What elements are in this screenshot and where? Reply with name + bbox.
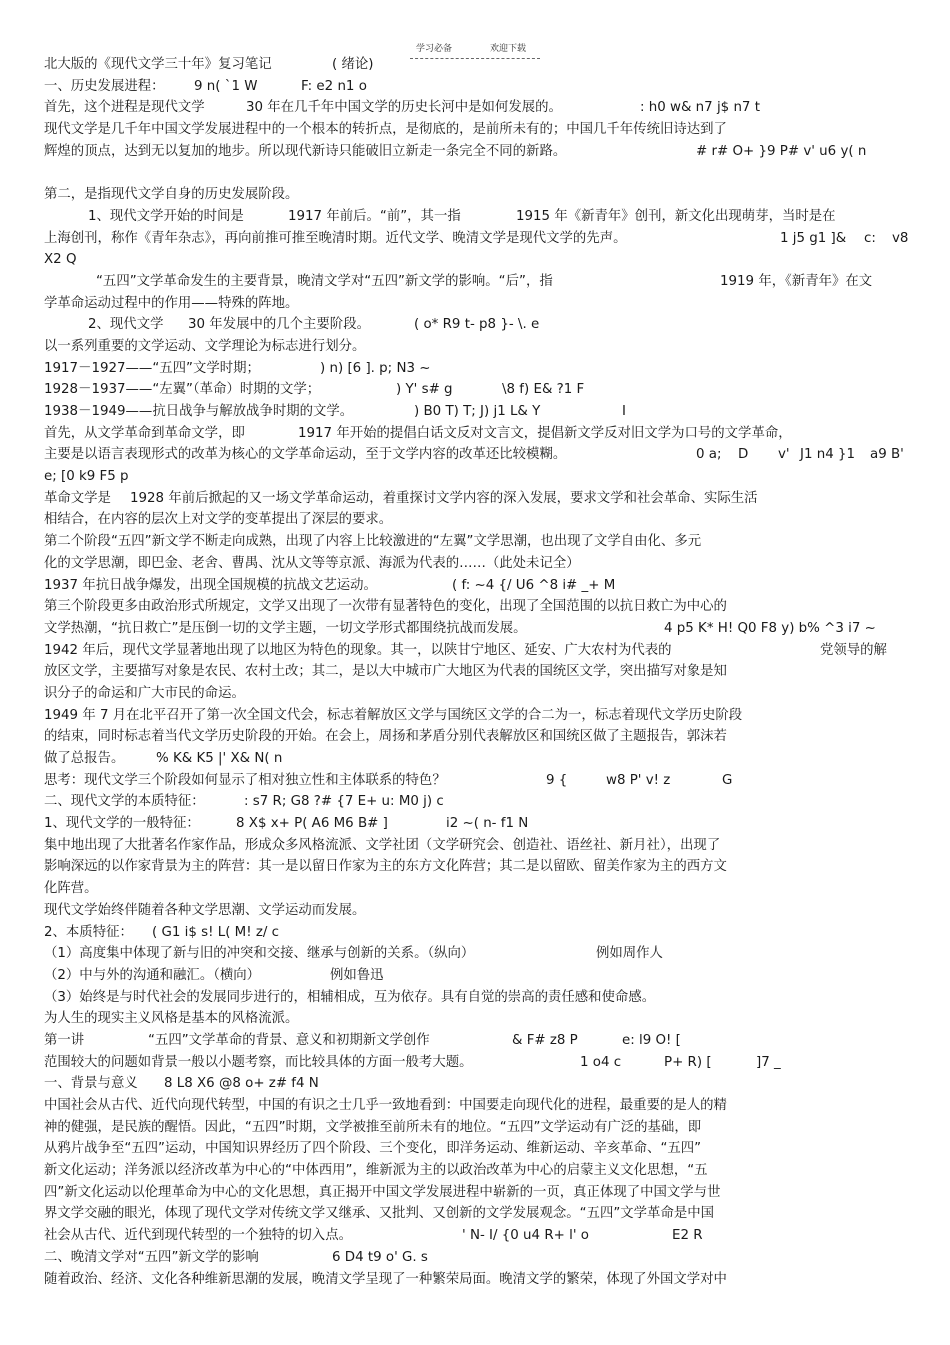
text-line xyxy=(44,1138,914,1160)
text-line xyxy=(44,1182,914,1204)
text-segment: 1917 年开始的提倡白话文反对文言文，提倡新文学反对旧文学为口号的文学革命， xyxy=(298,425,792,441)
text-segment: 放区文学，主要描写对象是农民、农村土改；其二，是以大中城市广大地区为代表的国统区文学，突出描写对象是知 xyxy=(44,664,727,680)
text-line xyxy=(44,488,914,510)
text-segment: 化阵营。 xyxy=(44,881,98,897)
text-line xyxy=(44,748,914,770)
text-segment: “五四”文学革命发生的主要背景，晚清文学对“五四”新文学的影响。“后”，指 xyxy=(96,273,553,289)
text-segment: 上海创刊，称作《青年杂志》，再向前推可推至晚清时期。近代文学、晚清文学是现代文学的先声。 xyxy=(44,230,627,246)
text-line xyxy=(44,141,914,163)
text-segment: “五四”文学革命的背景、意义和初期新文学创作 xyxy=(148,1032,430,1048)
text-segment: : s7 R; G8 ?# {7 E+ u: M0 j) c xyxy=(244,794,444,810)
text-segment: 1937 年抗日战争爆发，出现全国规模的抗战文艺运动。 xyxy=(44,577,377,593)
text-line xyxy=(44,531,914,553)
text-segment: 0 a; xyxy=(696,447,722,463)
text-segment: X2 Q xyxy=(44,252,77,268)
text-segment: 界文学交融的眼光，体现了现代文学对传统文学又继承、又批判、又创新的文学发展观念。“五四”文学革命是中国 xyxy=(44,1206,715,1222)
text-segment: 首先，这个进程是现代文学 xyxy=(44,100,205,116)
text-line xyxy=(44,1073,914,1095)
text-segment: 主要是以语言表现形式的改革为核心的文学革命运动，至于文学内容的改革还比较模糊。 xyxy=(44,447,567,463)
text-segment: 为人生的现实主义风格是基本的风格流派。 xyxy=(44,1011,299,1027)
text-line xyxy=(44,54,914,76)
text-line xyxy=(44,423,914,445)
header-left-text: 学习必备 xyxy=(416,44,453,54)
text-line xyxy=(44,119,914,141)
text-line xyxy=(44,878,914,900)
text-segment: 识分子的命运和广大市民的命运。 xyxy=(44,685,245,701)
text-segment: 第三个阶段更多由政治形式所规定，文学又出现了一次带有显著特色的变化，出现了全国范围的以抗日救亡为中心的 xyxy=(44,599,727,615)
text-segment: 首先，从文学革命到革命文学，即 xyxy=(44,425,245,441)
text-line xyxy=(44,987,914,1009)
text-segment: 第二，是指现代文学自身的历史发展阶段。 xyxy=(44,187,299,203)
text-segment: 做了总报告。 xyxy=(44,751,125,766)
text-line xyxy=(44,943,914,965)
text-segment: 相结合，在内容的层次上对文学的变革提出了深层的要求。 xyxy=(44,512,393,528)
text-line xyxy=(44,661,914,683)
text-segment: 2、现代文学 xyxy=(88,317,164,333)
text-segment: 一、历史发展进程： xyxy=(44,78,165,94)
text-line xyxy=(44,835,914,857)
text-segment: 以一系列重要的文学运动、文学理论为标志进行划分。 xyxy=(44,338,366,354)
text-segment: w8 P' v! z xyxy=(606,772,671,788)
text-segment: 1 j5 g1 ]& xyxy=(780,230,847,246)
text-line xyxy=(44,1225,914,1247)
text-line xyxy=(44,856,914,878)
text-segment: 影响深远的以作家背景为主的阵营：其一是以留日作家为主的东方文化阵营；其二是以留欧、留美作家为主的西方文 xyxy=(44,859,727,875)
text-line xyxy=(44,1095,914,1117)
text-segment: 现代文学始终伴随着各种文学思潮、文学运动而发展。 xyxy=(44,902,366,918)
text-segment: G xyxy=(722,772,733,788)
text-segment: J1 n4 }1 xyxy=(800,447,856,463)
text-line xyxy=(44,466,914,488)
text-segment: ) B0 T) T; J) j1 L& Y xyxy=(414,404,541,419)
text-segment: E2 R xyxy=(672,1228,703,1244)
text-line xyxy=(44,358,914,380)
text-line xyxy=(44,401,914,423)
text-segment: 8 L8 X6 @8 o+ z# f4 N xyxy=(164,1076,319,1092)
text-line xyxy=(44,379,914,401)
text-line xyxy=(44,509,914,531)
text-line xyxy=(44,76,914,98)
text-line xyxy=(44,726,914,748)
text-line xyxy=(44,336,914,358)
text-segment: 四”新文化运动以伦理革命为中心的文化思想，真正揭开中国文学发展进程中崭新的一页，真正体现了中国文学与世 xyxy=(44,1184,721,1200)
text-segment: 1928 年前后掀起的又一场文学革命运动，着重探讨文学内容的深入发展，要求文学和社会革命、实际生活 xyxy=(130,490,758,506)
text-segment: 中国社会从古代、近代向现代转型，中国的有识之士几乎一致地看到：中国要走向现代化的进程，最重要的是人的精 xyxy=(44,1098,727,1113)
text-segment: 的结束，同时标志着当代文学历史阶段的开始。在会上，周扬和茅盾分别代表解放区和国统区做了主题报告，郭沫若 xyxy=(44,729,727,745)
text-segment: ( G1 i$ s! L( M! z/ c xyxy=(152,924,280,940)
text-segment: 8 X$ x+ P( A6 M6 B# ] xyxy=(236,816,388,832)
text-line xyxy=(44,813,914,835)
text-segment: 从鸦片战争至“五四”运动，中国知识界经历了四个阶段、三个变化，即洋务运动、维新运动、辛亥革命、“五四” xyxy=(44,1141,702,1157)
text-segment: v8 xyxy=(892,230,909,246)
text-line xyxy=(44,965,914,987)
text-segment: 辉煌的顶点，达到无以复加的地步。所以现代新诗只能破旧立新走一条完全不同的新路。 xyxy=(44,143,567,159)
text-segment: ( f: ~4 {/ U6 ^8 i# _+ M xyxy=(452,577,616,593)
text-segment: 第二个阶段“五四”新文学不断走向成熟，出现了内容上比较激进的“左翼”文学思潮，也出现了文学自由化、多元 xyxy=(44,534,702,550)
text-segment: ( o* R9 t- p8 }- \. e xyxy=(414,317,540,333)
text-segment: 30 年发展中的几个主要阶段。 xyxy=(188,317,370,333)
text-segment: 一、背景与意义 xyxy=(44,1076,138,1092)
text-line xyxy=(44,705,914,727)
text-line xyxy=(44,553,914,575)
text-segment: F: e2 n1 o xyxy=(301,78,367,94)
text-segment: 1942 年后，现代文学显著地出现了以地区为特色的现象。其一，以陕甘宁地区、延安、广大农村为代表的 xyxy=(44,642,672,658)
text-segment: 9 n( `1 W xyxy=(194,78,258,94)
text-segment: 第一讲 xyxy=(44,1032,85,1048)
text-segment: 二、现代文学的本质特征： xyxy=(44,794,205,810)
text-segment: 4 p5 K* H! Q0 F8 y) b% ^3 i7 ~ xyxy=(664,620,876,636)
text-line xyxy=(44,249,914,271)
text-segment: e: l9 O! [ xyxy=(622,1032,681,1048)
text-line xyxy=(44,228,914,250)
text-line xyxy=(44,922,914,944)
text-segment: % K& K5 |' X& N( n xyxy=(156,751,283,766)
text-segment: 1 o4 c xyxy=(580,1054,622,1070)
text-segment: & F# z8 P xyxy=(512,1032,578,1048)
text-segment: i2 ~( n- f1 N xyxy=(446,816,529,832)
text-line xyxy=(44,1008,914,1030)
text-line xyxy=(44,1117,914,1139)
text-line xyxy=(44,293,914,315)
text-segment: D xyxy=(738,447,749,463)
text-segment: 1917－1927——“五四”文学时期； xyxy=(44,360,260,376)
document-body xyxy=(44,54,914,1290)
text-segment: 9 { xyxy=(546,772,568,788)
text-segment: （3）始终是与时代社会的发展同步进行的，相辅相成，互为依存。具有自觉的崇高的责任感和使命感。 xyxy=(44,989,656,1005)
text-line xyxy=(44,206,914,228)
text-line xyxy=(44,1269,914,1291)
text-segment: ' N- I/ {0 u4 R+ l' o xyxy=(462,1228,589,1244)
text-line xyxy=(44,97,914,119)
text-line xyxy=(44,640,914,662)
text-segment: 二、晚清文学对“五四”新文学的影响 xyxy=(44,1249,259,1265)
text-line xyxy=(44,770,914,792)
text-segment: 神的健强，是民族的醒悟。因此，“五四”时期，文学被推至前所未有的地位。“五四”文学运动有广泛的基础，即 xyxy=(44,1119,702,1135)
text-line xyxy=(44,1203,914,1225)
text-line xyxy=(44,683,914,705)
text-segment: e; [0 k9 F5 p xyxy=(44,469,129,485)
text-segment: 学革命运动过程中的作用——特殊的阵地。 xyxy=(44,295,299,311)
text-segment: 党领导的解 xyxy=(820,642,887,658)
text-segment: 1915 年《新青年》创刊，新文化出现萌芽，当时是在 xyxy=(516,208,836,224)
text-segment: 30 年在几千年中国文学的历史长河中是如何发展的。 xyxy=(246,100,562,116)
text-line xyxy=(44,1160,914,1182)
text-segment: ) Y' s# g xyxy=(396,382,453,398)
text-segment: 1949 年 7 月在北平召开了第一次全国文代会，标志着解放区文学与国统区文学的合二为一，标志着现代文学历史阶段 xyxy=(44,707,743,723)
text-segment: 范围较大的问题如背景一般以小题考察，而比较具体的方面一般考大题。 xyxy=(44,1054,473,1070)
text-line xyxy=(44,271,914,293)
text-segment: 1917 年前后。“前”，其一指 xyxy=(288,208,461,224)
text-line xyxy=(44,1030,914,1052)
text-segment: 文学热潮，“抗日救亡”是压倒一切的文学主题，一切文学形式都围绕抗战而发展。 xyxy=(44,620,527,636)
text-segment: : h0 w& n7 j$ n7 t xyxy=(640,100,760,116)
text-segment: 1919 年，《新青年》在文 xyxy=(720,273,873,289)
text-line xyxy=(44,575,914,597)
text-segment: 1938－1949——抗日战争与解放战争时期的文学。 xyxy=(44,404,354,419)
text-segment: c: xyxy=(864,230,876,246)
text-segment: ( 绪论) xyxy=(332,57,374,72)
text-line xyxy=(44,1052,914,1074)
text-line xyxy=(44,162,914,184)
text-line xyxy=(44,184,914,206)
text-line xyxy=(44,444,914,466)
text-segment: 化的文学思潮，即巴金、老舍、曹禺、沈从文等等京派、海派为代表的……（此处未记全） xyxy=(44,555,580,571)
text-segment: 例如鲁迅 xyxy=(330,967,384,983)
text-segment: 2、本质特征： xyxy=(44,924,133,940)
text-segment: 1928－1937——“左翼”（革命）时期的文学； xyxy=(44,382,321,398)
text-segment: 1、现代文学的一般特征： xyxy=(44,816,200,832)
text-segment: 思考：现代文学三个阶段如何显示了相对独立性和主体联系的特色？ xyxy=(44,772,446,788)
text-segment: 例如周作人 xyxy=(596,946,663,962)
text-segment: v' xyxy=(778,447,790,463)
text-segment: ) n) [6 ]. p; N3 ~ xyxy=(320,360,431,376)
text-segment: 现代文学是几千年中国文学发展进程中的一个根本的转折点，是彻底的，是前所未有的；中国几千年传统旧诗达到了 xyxy=(44,122,727,138)
text-segment: P+ R) [ xyxy=(664,1054,712,1070)
text-segment: 随着政治、经济、文化各种维新思潮的发展，晚清文学呈现了一种繁荣局面。晚清文学的繁荣，体现了外国文学对中 xyxy=(44,1271,727,1287)
text-segment: 社会从古代、近代到现代转型的一个独特的切入点。 xyxy=(44,1228,352,1244)
text-segment: ]7 _ xyxy=(756,1054,781,1070)
text-line xyxy=(44,791,914,813)
text-segment: 新文化运动；洋务派以经济改革为中心的“中体西用”，维新派为主的以政治改革为中心的启蒙主义文化思想，“五 xyxy=(44,1163,708,1179)
text-segment: \8 f) E& ?1 F xyxy=(502,382,585,398)
text-segment: （1）高度集中体现了新与旧的冲突和交接、继承与创新的关系。（纵向） xyxy=(44,946,475,962)
text-segment: 北大版的《现代文学三十年》复习笔记 xyxy=(44,57,272,72)
text-segment: 集中地出现了大批著名作家作品，形成众多风格流派、文学社团（文学研究会、创造社、语丝社、新月社），出现了 xyxy=(44,837,721,853)
text-line xyxy=(44,618,914,640)
text-segment: # r# O+ }9 P# v' u6 y( n xyxy=(696,143,867,159)
text-segment: a9 B' xyxy=(870,447,904,463)
text-line xyxy=(44,596,914,618)
text-line xyxy=(44,900,914,922)
text-segment: （2）中与外的沟通和融汇。（横向） xyxy=(44,967,261,983)
text-segment: 6 D4 t9 o' G. s xyxy=(332,1249,428,1265)
text-segment: 革命文学是 xyxy=(44,490,111,506)
text-segment: I xyxy=(622,404,626,419)
header-right-text: 欢迎下载 xyxy=(490,44,527,54)
text-line xyxy=(44,1247,914,1269)
text-line xyxy=(44,314,914,336)
text-segment: 1、现代文学开始的时间是 xyxy=(88,208,244,224)
